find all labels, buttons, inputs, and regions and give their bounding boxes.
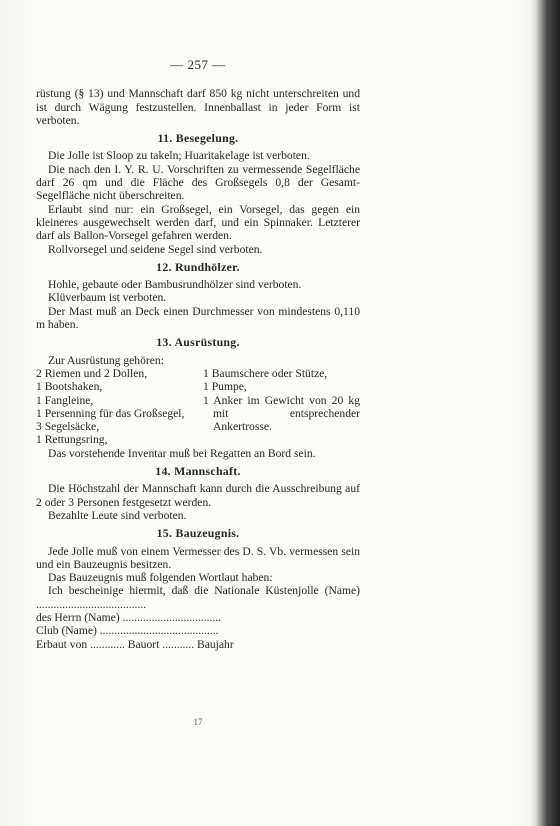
book-edge — [536, 0, 560, 826]
page-number: — 257 — — [170, 57, 226, 72]
paragraph: Die Jolle ist Sloop zu takeln; Huaritakelage ist verboten. — [48, 149, 310, 163]
list-item: 1 Pumpe, — [203, 380, 247, 394]
list-item: 1 Baumschere oder Stütze, — [203, 366, 328, 380]
footer-signature-number: 17 — [193, 717, 203, 727]
paragraph: Hohle, gebaute oder Bambusrundhölzer sind verboten. — [48, 278, 302, 292]
paragraph: Das Bauzeugnis muß folgenden Wortlaut haben: — [48, 571, 273, 585]
form-line: Club (Name) ......................................... — [36, 624, 219, 638]
paragraph: Erlaubt sind nur: ein Großsegel, ein Vorsegel, das gegen ein kleineres ausgewechselt werden darf, und ein Spinnaker. Letzterer darf als Ballon-Vorsegel gefahren werden. — [36, 202, 360, 243]
list-item: 1 Anker im Gewicht von 20 kg mit entsprechender Ankertrosse. — [203, 393, 360, 434]
intro-paragraph: rüstung (§ 13) und Mannschaft darf 850 kg nicht unterschreiten und ist durch Wägung festzustellen. Innenballast in jeder Form ist verboten. — [36, 87, 360, 127]
paragraph: Jede Jolle muß von einem Vermesser des D. S. Vb. vermessen sein und ein Bauzeugnis besitzen. — [36, 544, 360, 571]
list-item: 1 Rettungsring, — [36, 433, 108, 447]
paragraph: Ich bescheinige hiermit, daß die Nationale Küstenjolle (Name) ...................................... — [36, 584, 360, 611]
paragraph: Klüverbaum ist verboten. — [48, 291, 167, 305]
list-item: 1 Fangleine, — [36, 393, 94, 407]
list-item: 1 Persenning für das Großsegel, — [36, 406, 185, 420]
section-heading: 13. Ausrüstung. — [156, 335, 240, 350]
paragraph: Zur Ausrüstung gehören: — [48, 353, 164, 367]
list-item: 1 Bootshaken, — [36, 380, 103, 394]
paragraph: Rollvorsegel und seidene Segel sind verboten. — [48, 242, 263, 256]
paragraph: Bezahlte Leute sind verboten. — [48, 508, 187, 522]
equipment-column-left — [36, 367, 193, 447]
equipment-column-right — [203, 367, 360, 447]
paragraph: Die Höchstzahl der Mannschaft kann durch die Ausschreibung auf 2 oder 3 Personen festgesetzt werden. — [36, 482, 360, 509]
page-text — [36, 58, 360, 651]
section-heading: 11. Besegelung. — [157, 131, 239, 146]
section-heading: 14. Mannschaft. — [155, 464, 241, 479]
paragraph: Die nach den I. Y. R. U. Vorschriften zu vermessende Segelfläche darf 26 qm und die Fläche des Großsegels 0,8 der Gesamt-Segelfläche nicht überschreiten. — [36, 162, 360, 203]
form-line: des Herrn (Name) .................................. — [36, 610, 222, 624]
paragraph: Der Mast muß an Deck einen Durchmesser von mindestens 0,110 m haben. — [36, 304, 360, 332]
list-item: 2 Riemen und 2 Dollen, — [36, 366, 148, 380]
form-line: Erbaut von ............ Bauort ........... Baujahr — [36, 637, 234, 651]
equipment-list — [36, 367, 360, 447]
list-item: 3 Segelsäcke, — [36, 420, 100, 434]
section-heading: 12. Rundhölzer. — [156, 259, 240, 274]
paragraph: Das vorstehende Inventar muß bei Regatten an Bord sein. — [48, 446, 316, 460]
section-heading: 15. Bauzeugnis. — [156, 526, 240, 541]
